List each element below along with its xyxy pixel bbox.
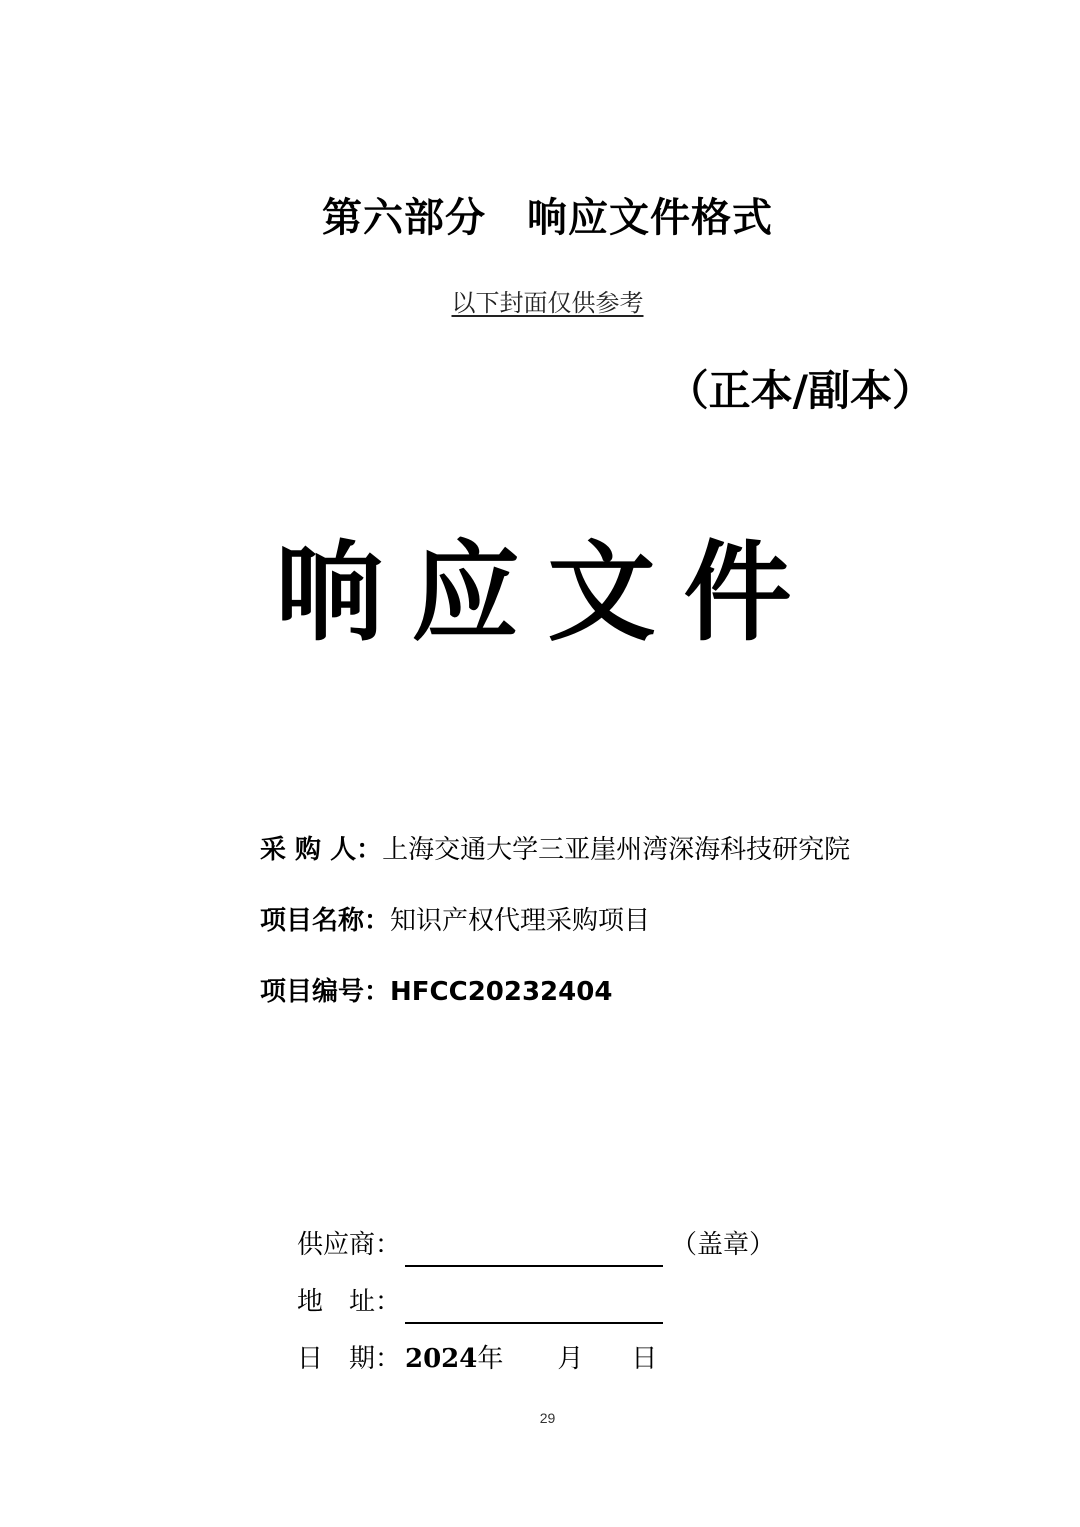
project-name-value: 知识产权代理采购项目 — [390, 906, 651, 936]
address-row — [297, 1267, 1017, 1324]
date-row — [297, 1324, 1017, 1381]
section-title: 第六部分 响应文件格式 — [322, 195, 773, 241]
address-label: 地 址： — [297, 1287, 402, 1317]
address-blank-line — [405, 1292, 663, 1324]
purchaser-label: 采 购 人： — [260, 835, 383, 865]
project-number-value: HFCC20232404 — [390, 977, 613, 1007]
project-number-label: 项目编号： — [260, 977, 391, 1007]
project-name-row — [260, 901, 1020, 972]
copy-type-label: （正本/副本） — [666, 366, 934, 415]
date-year-unit: 年 — [477, 1344, 504, 1374]
project-name-label: 项目名称： — [260, 906, 391, 936]
supplier-row — [297, 1210, 1017, 1267]
purchaser-value: 上海交通大学三亚崖州湾深海科技研究院 — [382, 835, 851, 865]
cover-note: 以下封面仅供参考 — [451, 289, 644, 317]
seal-note: （盖章） — [671, 1230, 776, 1260]
supplier-label: 供应商： — [297, 1230, 402, 1260]
project-number-row — [260, 972, 1020, 1043]
signature-block — [297, 1210, 1017, 1381]
date-day-unit: 日 — [631, 1344, 658, 1374]
purchaser-row — [260, 830, 1020, 901]
date-year-value: 2024 — [405, 1344, 478, 1374]
supplier-blank-line — [405, 1235, 663, 1267]
date-label: 日 期： — [297, 1344, 402, 1374]
date-month-unit: 月 — [557, 1344, 584, 1374]
page-number: 29 — [539, 1410, 556, 1426]
project-info — [260, 830, 1020, 1043]
document-title: 响应文件 — [275, 531, 820, 656]
